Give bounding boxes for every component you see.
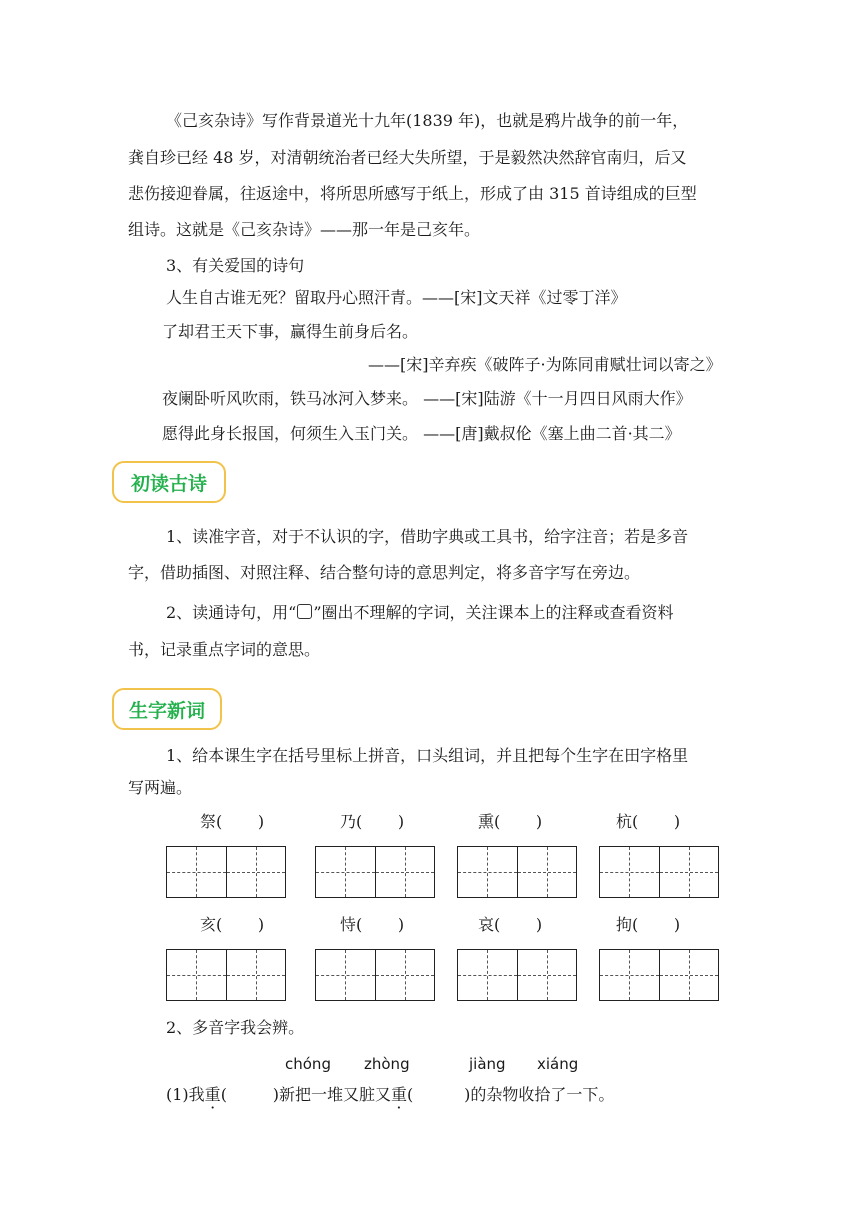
patriotic-quote-2-source: ——[宋]辛弃疾《破阵子·为陈同甫赋壮词以寄之》 [368, 355, 722, 374]
writing-grid[interactable] [315, 846, 435, 898]
char-label: 拘( ) [616, 915, 681, 934]
writing-grid[interactable] [315, 949, 435, 1001]
section1-paragraph-1-line-2: 字，借助插图、对照注释、结合整句诗的意思判定，将多音字写在旁边。 [128, 563, 641, 582]
background-line-1: 《己亥杂诗》写作背景道光十九年(1839 年)，也就是鸦片战争的前一年， [166, 111, 689, 130]
polyphonic-exercise-1 [166, 1085, 614, 1105]
char-label: 祭( ) [200, 812, 265, 831]
section1-paragraph-2-line-2: 书，记录重点字词的意思。 [128, 640, 321, 659]
writing-grid[interactable] [457, 949, 577, 1001]
background-line-3: 悲伤接迎眷属，往返途中，将所思所感写于纸上，形成了由 315 首诗组成的巨型 [128, 184, 697, 203]
char-label: 恃( ) [340, 915, 405, 934]
writing-grid[interactable] [457, 846, 577, 898]
background-line-2: 龚自珍已经 48 岁，对清朝统治者已经大失所望，于是毅然决然辞官南归，后又 [128, 148, 687, 167]
section1-paragraph-2-line-1 [166, 603, 674, 623]
writing-grid[interactable] [166, 949, 286, 1001]
pinyin-label: xiáng [537, 1055, 579, 1073]
section2-paragraph-1-line-2: 写两遍。 [128, 778, 193, 797]
writing-grid[interactable] [599, 949, 719, 1001]
patriotic-quote-1: 人生自古谁无死？留取丹心照汗青。——[宋]文天祥《过零丁洋》 [166, 288, 627, 307]
emphasized-char: 重 [390, 1085, 407, 1104]
pinyin-label: chóng [285, 1055, 331, 1073]
patriotic-quote-3: 夜阑卧听风吹雨，铁马冰河入梦来。 ——[宋]陆游《十一月四日风雨大作》 [162, 389, 692, 408]
char-label: 杭( ) [616, 812, 681, 831]
section-badge-first-reading: 初读古诗 [112, 461, 226, 503]
section-badge-new-words: 生字新词 [112, 688, 222, 730]
section2-paragraph-2: 2、多音字我会辨。 [166, 1018, 305, 1037]
patriotic-quote-4: 愿得此身长报国，何须生入玉门关。 ——[唐]戴叔伦《塞上曲二首·其二》 [162, 424, 681, 443]
patriotic-quote-2: 了却君王天下事，赢得生前身后名。 [162, 322, 419, 341]
section2-paragraph-1-line-1: 1、给本课生字在括号里标上拼音，口头组词，并且把每个生字在田字格里 [166, 746, 689, 765]
char-label: 亥( ) [200, 915, 265, 934]
section1-p2-before: 2、读通诗句，用“ [166, 603, 297, 622]
emphasized-char: 重 [204, 1085, 221, 1104]
exercise-text[interactable]: ( )新把一堆又脏又 [220, 1085, 391, 1104]
writing-grid[interactable] [166, 846, 286, 898]
background-line-4: 组诗。这就是《己亥杂诗》——那一年是己亥年。 [128, 220, 481, 239]
char-label: 哀( ) [478, 915, 543, 934]
pinyin-label: jiàng [469, 1055, 506, 1073]
exercise-text: (1)我 [166, 1085, 205, 1104]
exercise-text[interactable]: ( )的杂物收拾了一下。 [406, 1085, 615, 1104]
square-circle-icon [297, 604, 312, 619]
writing-grid[interactable] [599, 846, 719, 898]
patriotic-heading: 3、有关爱国的诗句 [166, 256, 305, 275]
pinyin-label: zhòng [364, 1055, 410, 1073]
char-label: 乃( ) [340, 812, 405, 831]
section1-paragraph-1-line-1: 1、读准字音，对于不认识的字，借助字典或工具书，给字注音；若是多音 [166, 527, 689, 546]
section1-p2-after: ”圈出不理解的字词，关注课本上的注释或查看资料 [313, 603, 674, 622]
char-label: 熏( ) [478, 812, 543, 831]
